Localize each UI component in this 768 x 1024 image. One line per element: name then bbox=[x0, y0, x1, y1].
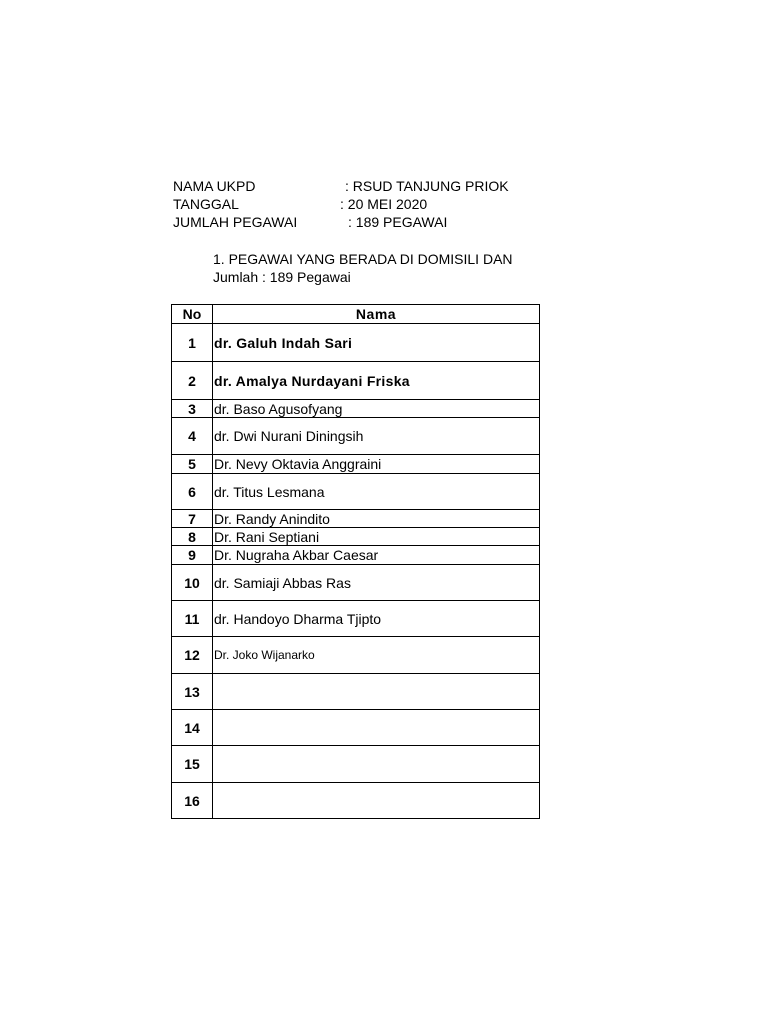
row-name: dr. Galuh Indah Sari bbox=[213, 324, 540, 362]
row-number: 3 bbox=[172, 400, 213, 418]
staff-table bbox=[171, 304, 540, 819]
date-value: : 20 MEI 2020 bbox=[340, 196, 428, 212]
table-row bbox=[172, 418, 540, 455]
header-name: Nama bbox=[213, 305, 540, 324]
row-number: 6 bbox=[172, 474, 213, 510]
row-name: dr. Baso Agusofyang bbox=[213, 400, 540, 418]
row-name: dr. Samiaji Abbas Ras bbox=[213, 565, 540, 601]
date-label: TANGGAL bbox=[173, 196, 239, 212]
table-row bbox=[172, 400, 540, 418]
row-number: 5 bbox=[172, 455, 213, 474]
row-number: 9 bbox=[172, 546, 213, 565]
row-name: dr. Handoyo Dharma Tjipto bbox=[213, 601, 540, 637]
table-row bbox=[172, 510, 540, 528]
row-number: 10 bbox=[172, 565, 213, 601]
row-name: dr. Dwi Nurani Diningsih bbox=[213, 418, 540, 455]
section-count: Jumlah : 189 Pegawai bbox=[213, 269, 351, 285]
row-name: Dr. Joko Wijanarko bbox=[213, 637, 540, 674]
table-row bbox=[172, 637, 540, 674]
unit-label: NAMA UKPD bbox=[173, 178, 256, 194]
row-name bbox=[213, 783, 540, 819]
row-number: 16 bbox=[172, 783, 213, 819]
row-name: Dr. Nugraha Akbar Caesar bbox=[213, 546, 540, 565]
row-number: 14 bbox=[172, 710, 213, 746]
row-number: 4 bbox=[172, 418, 213, 455]
header-no: No bbox=[172, 305, 213, 324]
table-row bbox=[172, 546, 540, 565]
row-name bbox=[213, 746, 540, 783]
table-row bbox=[172, 324, 540, 362]
row-name: dr. Titus Lesmana bbox=[213, 474, 540, 510]
table-row bbox=[172, 565, 540, 601]
table-row bbox=[172, 746, 540, 783]
row-number: 8 bbox=[172, 528, 213, 546]
row-name bbox=[213, 674, 540, 710]
staff-count-label: JUMLAH PEGAWAI bbox=[173, 214, 298, 230]
row-number: 15 bbox=[172, 746, 213, 783]
row-number: 11 bbox=[172, 601, 213, 637]
row-name: Dr. Rani Septiani bbox=[213, 528, 540, 546]
row-name: dr. Amalya Nurdayani Friska bbox=[213, 362, 540, 400]
row-number: 2 bbox=[172, 362, 213, 400]
table-row bbox=[172, 783, 540, 819]
row-name: Dr. Randy Anindito bbox=[213, 510, 540, 528]
table-row bbox=[172, 674, 540, 710]
row-name: Dr. Nevy Oktavia Anggraini bbox=[213, 455, 540, 474]
table-row bbox=[172, 474, 540, 510]
row-number: 1 bbox=[172, 324, 213, 362]
table-header-row bbox=[172, 305, 540, 324]
row-number: 13 bbox=[172, 674, 213, 710]
row-name bbox=[213, 710, 540, 746]
unit-value: : RSUD TANJUNG PRIOK bbox=[345, 178, 509, 194]
table-row bbox=[172, 362, 540, 400]
table-row bbox=[172, 710, 540, 746]
section-title-wrapper bbox=[213, 250, 539, 270]
row-number: 12 bbox=[172, 637, 213, 674]
table-row bbox=[172, 455, 540, 474]
staff-count-value: : 189 PEGAWAI bbox=[348, 214, 448, 230]
section-title: 1. PEGAWAI YANG BERADA DI DOMISILI DAN bbox=[213, 251, 513, 267]
table-row bbox=[172, 601, 540, 637]
table-row bbox=[172, 528, 540, 546]
row-number: 7 bbox=[172, 510, 213, 528]
